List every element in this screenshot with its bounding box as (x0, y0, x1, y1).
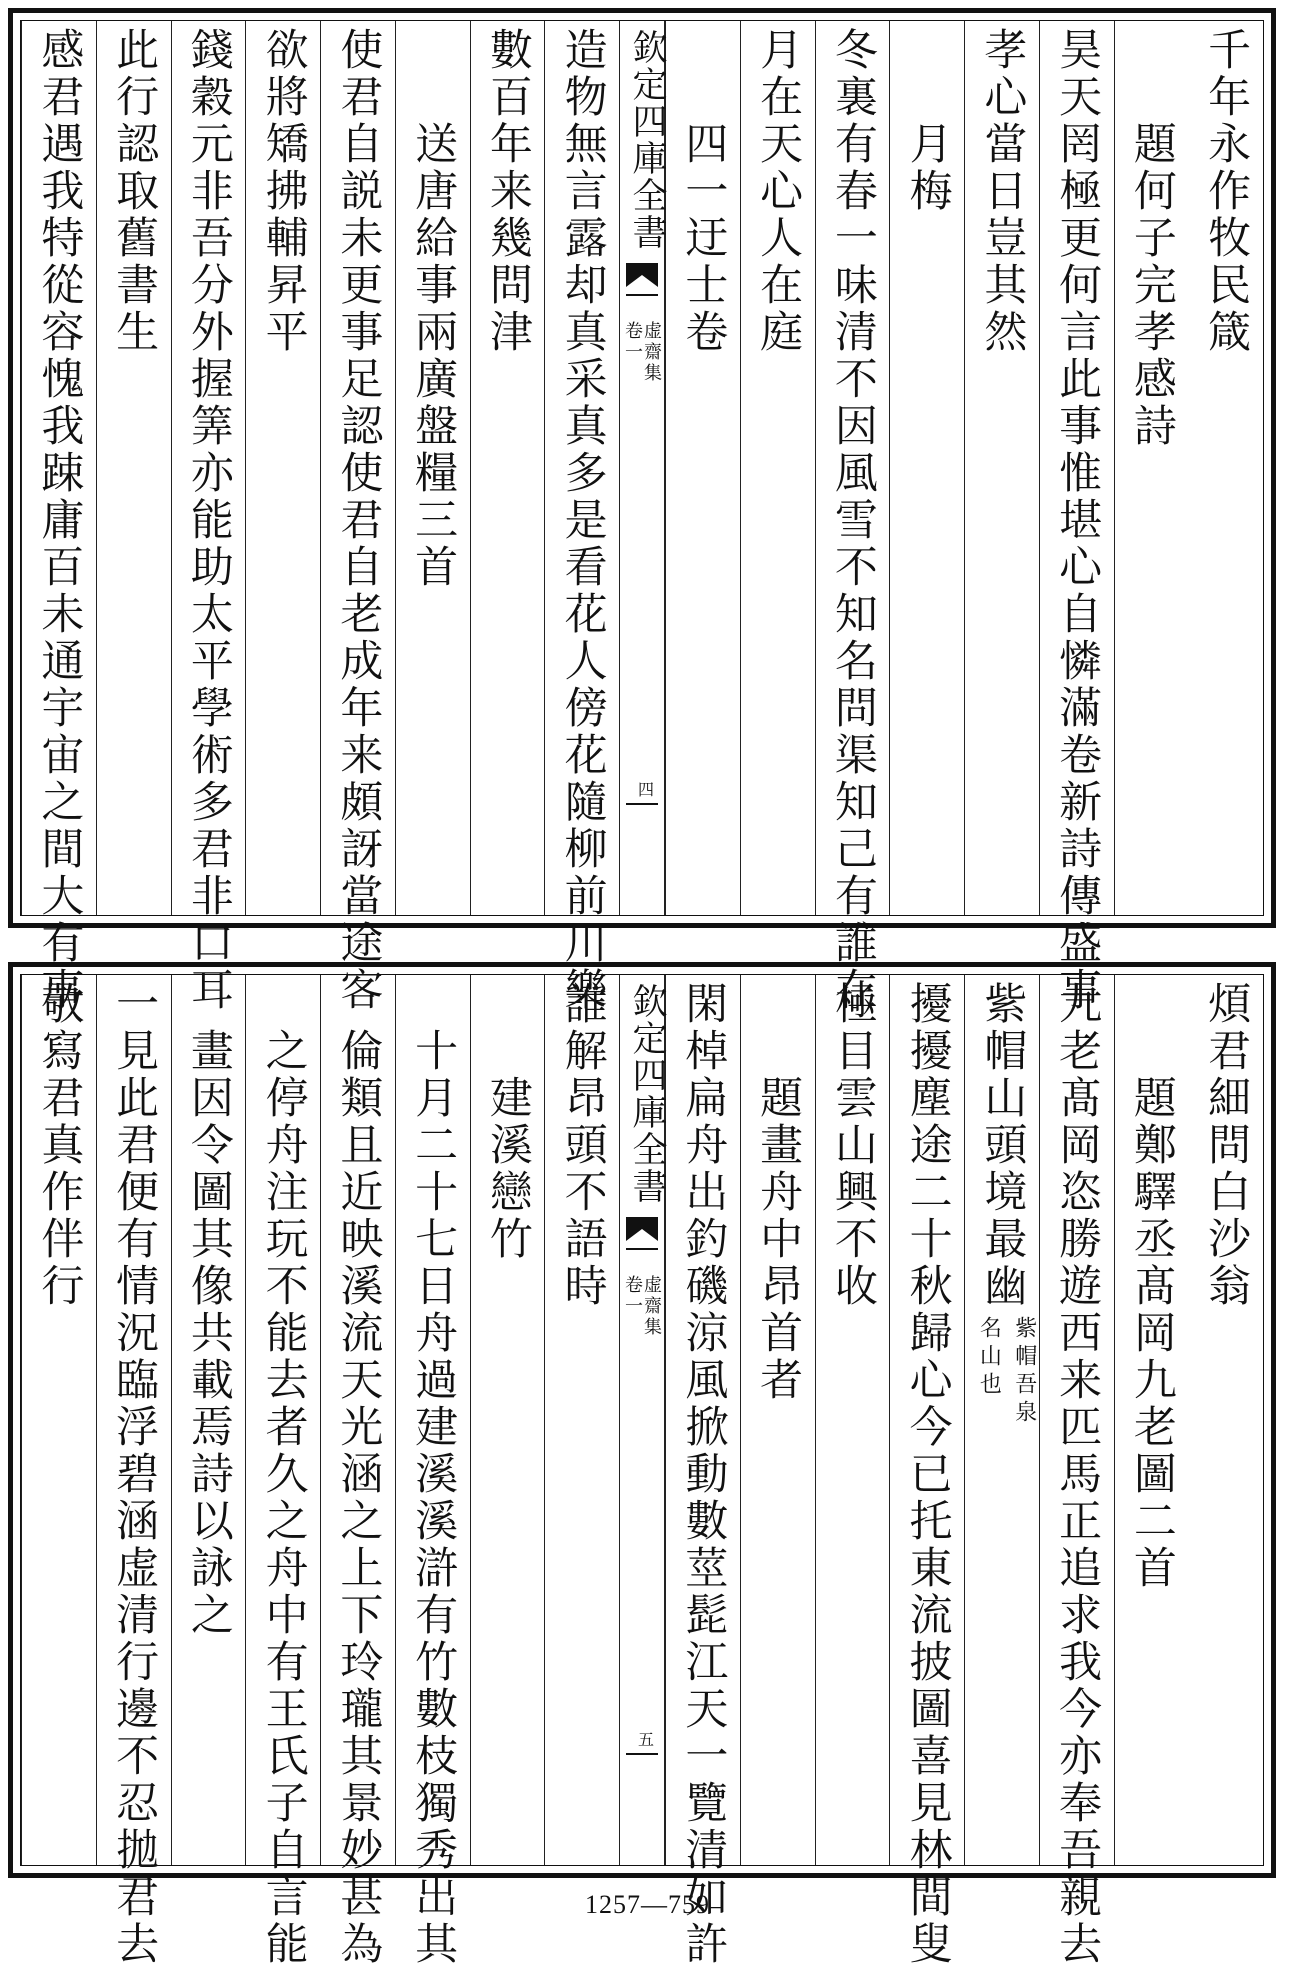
text-column (1188, 975, 1263, 1865)
text-column (21, 21, 96, 1014)
text-column (320, 975, 395, 1968)
verse-line: 錢穀元非吾分外握筭亦能助太平學術多君非口耳 (183, 27, 234, 1014)
verse-line: 造物無言露却真采真多是看花人傍花隨柳前川樂 (557, 27, 608, 1014)
text-column (889, 21, 964, 915)
book-title: 虚齋集 (641, 1275, 662, 1338)
poem-title: 倫類且近映溪流天光涵之上下玲瓏其景妙甚為 (333, 1028, 384, 1968)
verse-line: 昊天罔極更何言此事惟堪心自憐滿卷新詩傳盛事 (1052, 27, 1103, 1014)
collection-title: 欽定四庫全書 (627, 29, 667, 251)
verse-line: 誰解昂頭不語時 (557, 981, 608, 1310)
text-column (815, 975, 890, 1865)
fold-divider-line (626, 803, 658, 805)
verse-line: 此行認取舊書生 (109, 27, 160, 356)
text-column (320, 21, 395, 1014)
center-fold-column (619, 21, 665, 915)
verse-line: 極目雲山興不收 (827, 981, 878, 1310)
poem-title: 建溪戀竹 (482, 1075, 533, 1263)
center-fold-column (619, 975, 665, 1865)
poem-title: 題畫舟中昂首者 (753, 1075, 804, 1404)
poem-title: 之停舟注玩不能去者久之舟中有王氏子自言能 (258, 1028, 309, 1968)
verse-line: 九老髙岡恣勝遊西来匹馬正追求我今亦奉吾親去 (1052, 981, 1103, 1968)
poem-title: 四一迂士卷 (678, 121, 729, 356)
folio-page-number: 五 (638, 1730, 655, 1749)
book-title: 虚齋集 (641, 321, 662, 384)
text-column (245, 21, 320, 915)
text-column (665, 21, 740, 915)
annotation-note: 名山也 (976, 1316, 1002, 1400)
poem-title: 十月二十七日舟過建溪溪滸有竹數枝獨秀出其 (408, 1028, 459, 1968)
poem-title: 題何子完孝感詩 (1126, 121, 1177, 450)
verse-line: 欲將矯拂輔昇平 (258, 27, 309, 356)
annotation-note: 紫帽吾泉 (1011, 1316, 1037, 1428)
upper-page-inner-frame (20, 20, 1264, 1014)
text-column (1039, 21, 1114, 1014)
fold-divider-line (626, 1753, 658, 1755)
folio-page-number: 四 (638, 780, 655, 799)
text-column (1114, 21, 1189, 915)
verse-line: 擾擾塵途二十秋歸心今已托東流披圖喜見林間叟 (902, 981, 953, 1968)
fishtail-mark-icon (626, 1217, 658, 1253)
verse-line: 使君自説未更事足認使君自老成年来頗訝當途客 (333, 27, 384, 1014)
verse-line: 閑棹扁舟出釣磯涼風掀動數莖髭江天一覽清如許 (678, 981, 729, 1968)
verse-line: 千年永作牧民箴 (1201, 27, 1252, 356)
fishtail-mark-icon (626, 263, 658, 299)
text-column (1188, 21, 1263, 915)
text-column (889, 975, 964, 1968)
upper-folio-page (8, 8, 1276, 1014)
text-column (21, 975, 96, 1865)
text-column (96, 975, 171, 1968)
plate-number: 1257—759 (585, 1890, 710, 1919)
text-column (395, 975, 470, 1968)
poem-title: 月梅 (902, 121, 953, 215)
verse-line: 數百年来幾問津 (482, 27, 533, 356)
text-column (1114, 975, 1189, 1865)
text-column (544, 975, 619, 1865)
text-column (740, 975, 815, 1865)
poem-title: 題鄭驛丞髙岡九老圖二首 (1126, 1075, 1177, 1592)
text-column (470, 975, 545, 1865)
text-column (470, 21, 545, 915)
verse-line: 敬寫君真作伴行 (34, 981, 85, 1310)
text-column (964, 21, 1039, 915)
volume-label: 卷一 (622, 1275, 643, 1317)
text-column (815, 21, 890, 1014)
text-column (171, 975, 246, 1865)
poem-title: 送唐給事兩廣盤糧三首 (408, 121, 459, 591)
verse-line: 紫帽山頭境最幽 (977, 981, 1028, 1310)
text-column (1039, 975, 1114, 1968)
text-column (245, 975, 320, 1968)
text-column (395, 21, 470, 915)
verse-line: 一見此君便有情況臨浮碧涵虚清行邊不忍拋君去 (109, 981, 160, 1968)
collection-title: 欽定四庫全書 (627, 983, 667, 1205)
poem-title: 畫因令圖其像共載焉詩以詠之 (183, 1028, 234, 1639)
text-column (740, 21, 815, 915)
verse-line: 冬裏有春一味清不因風雪不知名問渠知己有誰在 (827, 27, 878, 1014)
text-column (96, 21, 171, 915)
text-column (544, 21, 619, 1014)
verse-line: 煩君細問白沙翁 (1201, 981, 1252, 1310)
text-column (171, 21, 246, 1014)
text-column (665, 975, 740, 1968)
volume-label: 卷一 (622, 321, 643, 363)
verse-line: 孝心當日豈其然 (977, 27, 1028, 356)
verse-line: 月在天心人在庭 (753, 27, 804, 356)
text-column (964, 975, 1039, 1865)
verse-line: 感君遇我特從容愧我踈庸百未通宇宙之間大有事 (34, 27, 85, 1014)
